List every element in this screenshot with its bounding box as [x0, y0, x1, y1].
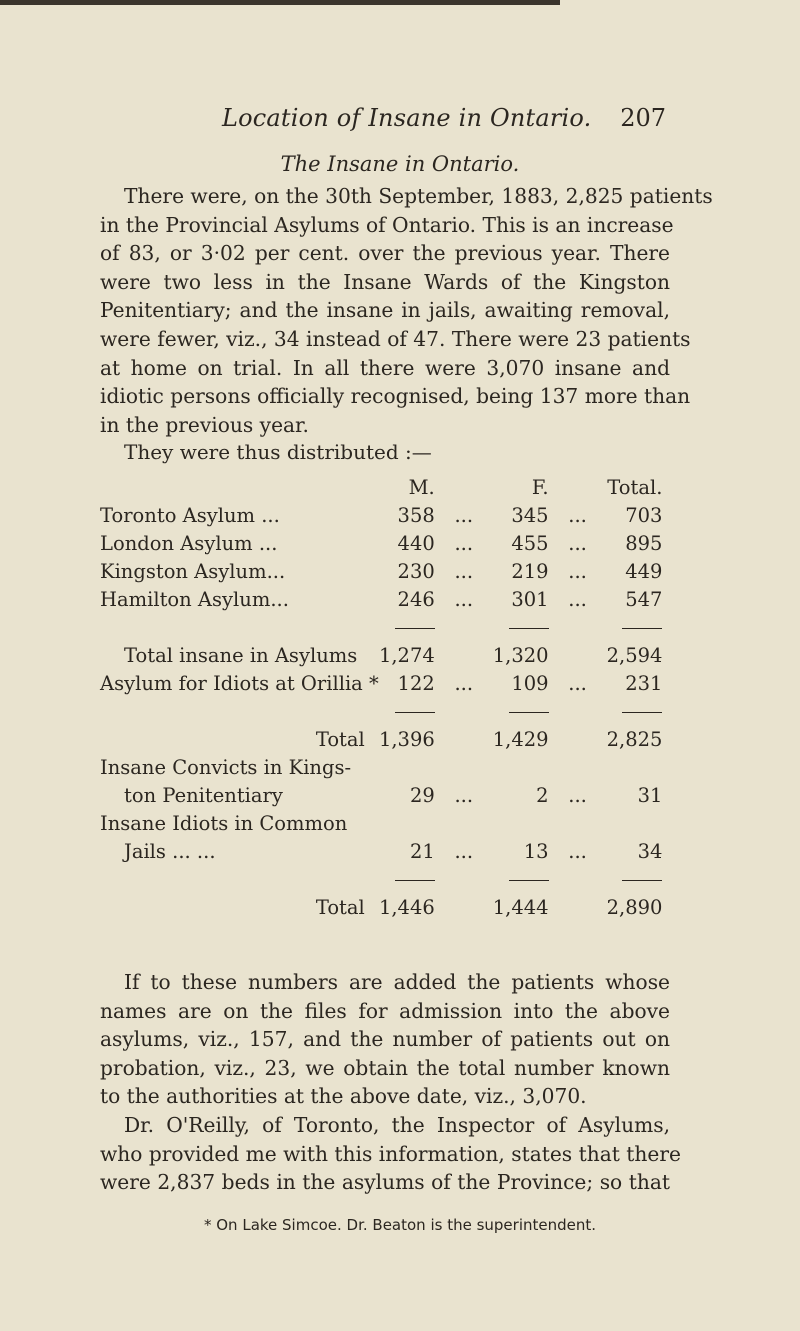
paragraph-2 [100, 968, 681, 1197]
row-f: 455 [511, 532, 549, 555]
table-header-row [100, 476, 662, 504]
row-total: 547 [625, 588, 663, 611]
paragraph-line: of 83, or 3·02 per cent. over the previous year. There [100, 241, 670, 266]
table-row: London Asylum ... 440 ... 455 ... 895 [100, 532, 662, 560]
table-row: Hamilton Asylum... 246 ... 301 ... 547 [100, 588, 662, 616]
paragraph-line: asylums, viz., 157, and the number of patients out on [100, 1027, 670, 1052]
row-m: 21 [409, 840, 435, 863]
rule-row [100, 700, 662, 728]
sum-rule [509, 880, 549, 881]
row-label: London Asylum ... [100, 532, 278, 555]
table-row [100, 896, 662, 924]
paragraph-line: in the Provincial Asylums of Ontario. This is an increase [100, 212, 674, 237]
page-number: 207 [620, 104, 666, 132]
table-row: Toronto Asylum ... 358 ... 345 ... 703 [100, 504, 662, 532]
row-label: Insane Convicts in Kings- [100, 756, 352, 779]
header-m: M. [408, 476, 435, 499]
table-row: Kingston Asylum... 230 ... 219 ... 449 [100, 560, 662, 588]
paragraph-line: There were, on the 30th September, 1883, 2,825 patients [124, 184, 713, 208]
row-f: 13 [523, 840, 549, 863]
paragraph-line: Penitentiary; and the insane in jails, awaiting removal, [100, 298, 670, 323]
table-row: Jails ... ... 21 ... 13 ... 34 [100, 840, 662, 868]
row-m: 29 [409, 784, 435, 807]
paragraph-line: to the authorities at the above date, viz., 3,070. [100, 1084, 587, 1109]
running-head [0, 104, 800, 144]
row-f: 301 [511, 588, 549, 611]
paragraph-line: If to these numbers are added the patients whose [124, 970, 670, 994]
rule-row [100, 868, 662, 896]
row-f: 1,320 [492, 644, 549, 667]
row-m: 230 [397, 560, 435, 583]
paragraph-line: idiotic persons officially recognised, being 137 more than [100, 384, 691, 409]
row-f: 109 [511, 672, 549, 695]
row-total: 703 [625, 504, 663, 527]
row-total: 2,825 [606, 728, 663, 751]
paragraph-line: names are on the files for admission into the above [100, 998, 670, 1023]
header-total: Total. [607, 476, 663, 499]
row-m: 1,396 [378, 728, 435, 751]
row-total: 31 [637, 784, 663, 807]
row-f: 2 [536, 784, 549, 807]
paragraph-line: at home on trial. In all there were 3,070 insane and [100, 355, 670, 380]
row-f: 345 [511, 504, 549, 527]
distribution-table [100, 476, 662, 924]
sum-rule [395, 880, 435, 881]
row-total: 2,890 [606, 896, 663, 919]
paragraph-line: probation, viz., 23, we obtain the total number known [100, 1055, 670, 1080]
row-m: 440 [397, 532, 435, 555]
sum-rule [622, 880, 662, 881]
row-total: 34 [637, 840, 663, 863]
row-m: 1,274 [378, 644, 435, 667]
row-label: Hamilton Asylum... [100, 588, 289, 611]
table-row [100, 644, 662, 672]
row-f: 1,444 [492, 896, 549, 919]
paragraph-line: who provided me with this information, states that there [100, 1141, 681, 1166]
row-label: Toronto Asylum ... [100, 504, 280, 527]
intro-line: They were thus distributed :— [124, 440, 432, 464]
paragraph-line: Dr. O'Reilly, of Toronto, the Inspector of Asylums, [124, 1112, 670, 1137]
row-label: Jails ... ... [124, 840, 216, 863]
sum-rule [622, 628, 662, 629]
row-total: 449 [625, 560, 663, 583]
table-row [100, 812, 662, 840]
row-label: ton Penitentiary [124, 784, 283, 807]
paragraph-1 [100, 182, 713, 439]
row-label: Total [315, 728, 365, 751]
row-total: 895 [625, 532, 663, 555]
rule-row [100, 616, 662, 644]
paragraph-line: were 2,837 beds in the asylums of the Province; so that [100, 1170, 670, 1195]
row-total: 231 [625, 672, 663, 695]
table-row: Asylum for Idiots at Orillia * 122 ... 109 ... 231 [100, 672, 662, 700]
scan-edge-line [0, 0, 560, 5]
section-title: The Insane in Ontario. [280, 152, 520, 176]
header-f: F. [531, 476, 549, 499]
row-label: Total insane in Asylums [124, 644, 358, 667]
table-row: ton Penitentiary 29 ... 2 ... 31 [100, 784, 662, 812]
row-total: 2,594 [606, 644, 663, 667]
paragraph-line: were two less in the Insane Wards of the Kingston [100, 269, 670, 294]
sum-rule [395, 712, 435, 713]
sum-rule [509, 628, 549, 629]
sum-rule [395, 628, 435, 629]
sum-rule [509, 712, 549, 713]
row-label: Kingston Asylum... [100, 560, 286, 583]
row-label: Insane Idiots in Common [100, 812, 348, 835]
row-m: 358 [397, 504, 435, 527]
sum-rule [622, 712, 662, 713]
paragraph-line: in the previous year. [100, 412, 309, 437]
row-f: 1,429 [492, 728, 549, 751]
running-title: Location of Insane in Ontario. [222, 104, 592, 132]
row-label: Total [315, 896, 365, 919]
table-row [100, 728, 662, 756]
paragraph-line: were fewer, viz., 34 instead of 47. There were 23 patients [100, 326, 691, 351]
row-label: Asylum for Idiots at Orillia * [100, 672, 379, 695]
row-f: 219 [511, 560, 549, 583]
footnote: * On Lake Simcoe. Dr. Beaton is the superintendent. [203, 1216, 597, 1234]
row-m: 246 [397, 588, 435, 611]
row-m: 1,446 [378, 896, 435, 919]
table-row [100, 756, 662, 784]
row-m: 122 [397, 672, 435, 695]
